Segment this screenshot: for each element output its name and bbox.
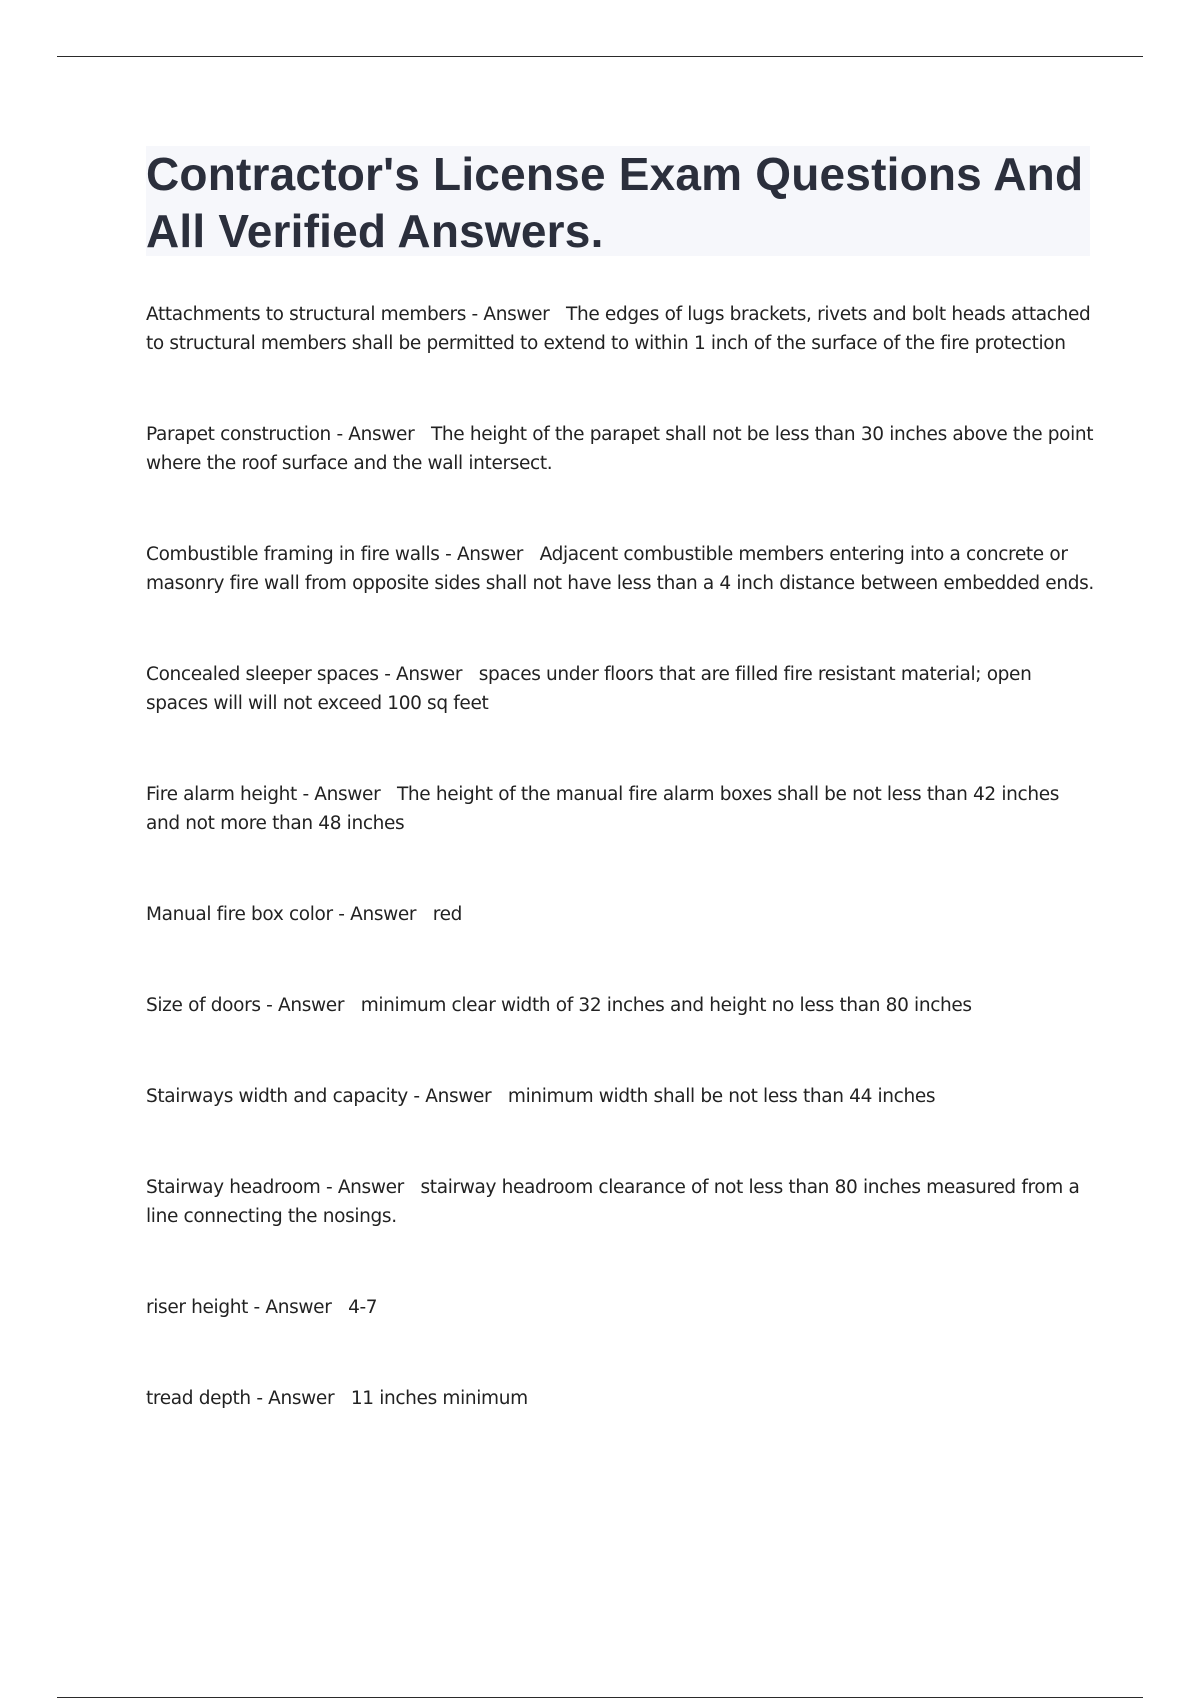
title-block (146, 146, 1090, 256)
qa-item (146, 300, 1096, 358)
qa-question: Size of doors (146, 995, 261, 1016)
qa-question: Stairways width and capacity (146, 1086, 408, 1107)
qa-answer: minimum width shall be not less than 44 inches (507, 1086, 936, 1107)
qa-separator: - Answer (296, 784, 397, 805)
bottom-rule (57, 1697, 1143, 1698)
qa-item (146, 1173, 1096, 1231)
qa-answer: 4-7 (348, 1297, 378, 1318)
qa-answer: The edges of lugs brackets, rivets and bolt heads attached to structural members shall be permitted to extend to within 1 inch of the surface of the fire protection (146, 304, 1091, 354)
qa-item (146, 780, 1096, 838)
qa-separator: - Answer (378, 664, 479, 685)
qa-separator: - Answer (332, 904, 433, 925)
qa-answer: red (432, 904, 463, 925)
qa-answer: spaces under floors that are filled fire resistant material; open spaces will will not exceed 100 sq feet (146, 664, 1032, 714)
qa-separator: - Answer (330, 424, 431, 445)
qa-item (146, 660, 1096, 718)
qa-question: Fire alarm height (146, 784, 297, 805)
qa-item (146, 1384, 1096, 1413)
qa-item (146, 420, 1096, 478)
qa-separator: - Answer (407, 1086, 508, 1107)
qa-answer: Adjacent combustible members entering into a concrete or masonry fire wall from opposite sides shall not have less than a 4 inch distance between embedded ends. (146, 544, 1094, 594)
qa-answer: The height of the manual fire alarm boxes shall be not less than 42 inches and not more than 48 inches (146, 784, 1060, 834)
qa-separator: - Answer (466, 304, 567, 325)
qa-item (146, 1293, 1096, 1322)
top-rule (57, 56, 1143, 57)
qa-list (146, 300, 1096, 1475)
qa-separator: - Answer (260, 995, 361, 1016)
qa-question: Combustible framing in fire walls (146, 544, 440, 565)
qa-question: Manual fire box color (146, 904, 333, 925)
qa-item (146, 991, 1096, 1020)
qa-separator: - Answer (439, 544, 540, 565)
page-title: Contractor's License Exam Questions And All Verified Answers. (146, 148, 1084, 257)
qa-answer: stairway headroom clearance of not less than 80 inches measured from a line connecting the nosings. (146, 1177, 1080, 1227)
qa-separator: - Answer (250, 1388, 351, 1409)
qa-separator: - Answer (320, 1177, 421, 1198)
qa-item (146, 900, 1096, 929)
qa-question: Concealed sleeper spaces (146, 664, 379, 685)
qa-answer: minimum clear width of 32 inches and height no less than 80 inches (360, 995, 972, 1016)
qa-answer: The height of the parapet shall not be less than 30 inches above the point where the roof surface and the wall intersect. (146, 424, 1094, 474)
qa-separator: - Answer (248, 1297, 349, 1318)
qa-question: tread depth (146, 1388, 251, 1409)
qa-question: Stairway headroom (146, 1177, 321, 1198)
qa-question: Parapet construction (146, 424, 331, 445)
qa-answer: 11 inches minimum (350, 1388, 528, 1409)
qa-question: Attachments to structural members (146, 304, 467, 325)
qa-item (146, 540, 1096, 598)
qa-question: riser height (146, 1297, 249, 1318)
qa-item (146, 1082, 1096, 1111)
